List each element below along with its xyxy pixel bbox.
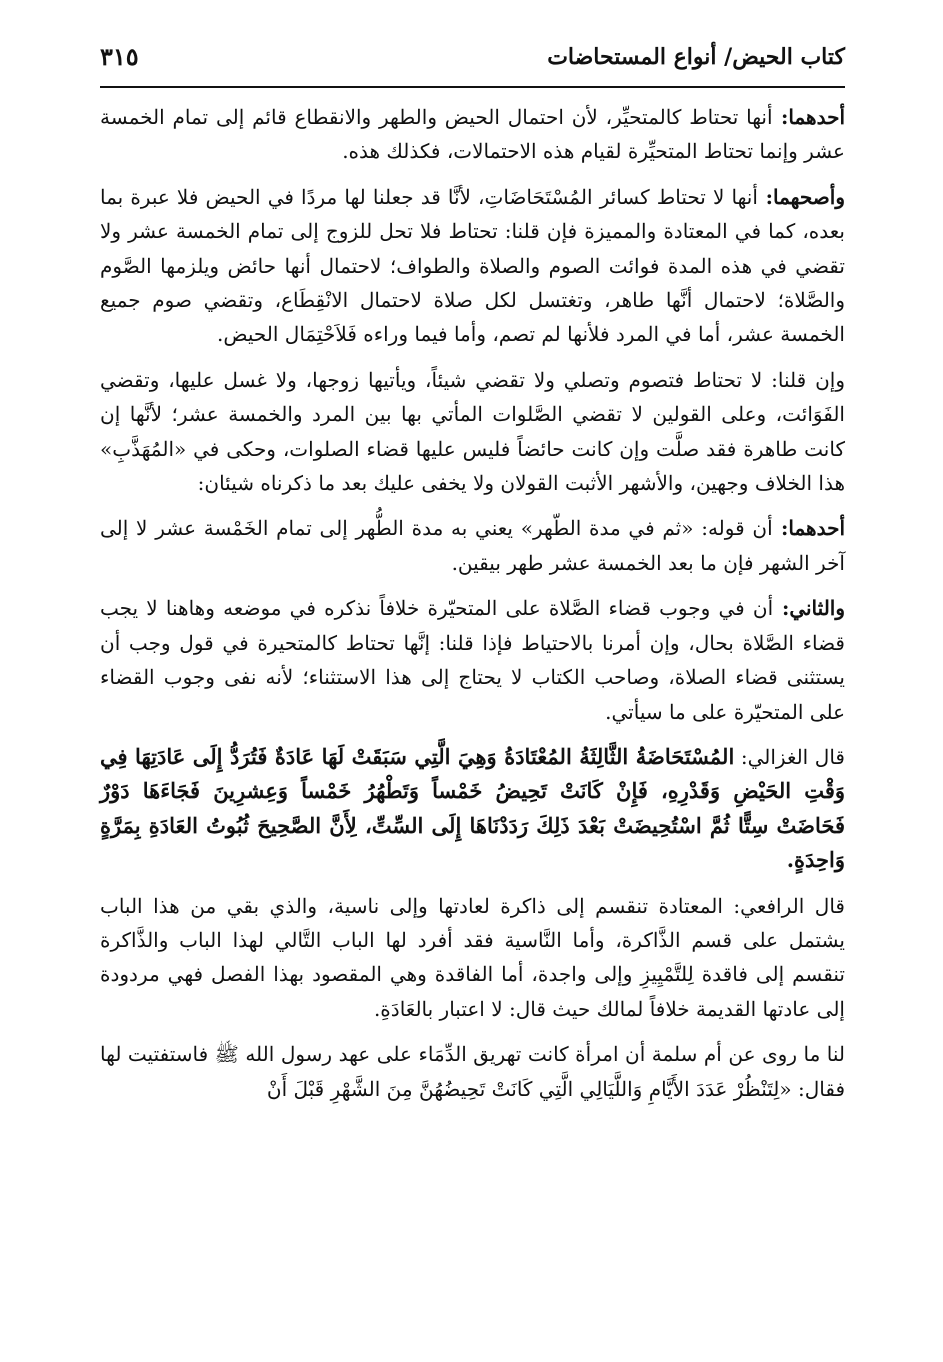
- paragraph-hadith: [100, 1037, 845, 1106]
- page-number: ٣١٥: [100, 42, 139, 71]
- paragraph-lead: والثاني:: [773, 596, 845, 621]
- paragraph-lead: أحدهما:: [772, 516, 845, 541]
- running-title: كتاب الحيض/ أنواع المستحاضات: [547, 44, 845, 70]
- paragraph-lead: وأصحهما:: [757, 184, 845, 209]
- paragraph-text: أنها تحتاط كالمتحيِّر، لأن احتمال الحيض والطهر والانقطاع قائم إلى تمام الخمسة عشر وإنما تحتاط المتحيِّرة لقيام هذه الاحتمالات، فكذلك هذه.: [100, 105, 845, 164]
- paragraph-text: أنها لا تحتاط كسائر المُسْتَحَاضَاتِ، لأنَّا قد جعلنا لها مردًا في الحيض فلا عبرة بما بعده، كما في المعتادة والمميزة فإن قلنا: تحتاط فلا تحل للزوج إلى تمام الخمسة عشر ولا تقضي في هذه المدة فوائت الصوم والصلاة والطواف؛ لاحتمال أنها حائض ويلزمها الصَّوم والصَّلاة؛ لاحتمال أنَّها طاهر، وتغتسل لكل صلاة لاحتمال الانْقِطَاع، وتقضي صوم جميع الخمسة عشر، أما في المرد فلأنها لم تصم، وأما فيما وراءه فَلاَحْتِمَال الحيض.: [100, 184, 845, 347]
- page-body: [100, 100, 845, 1117]
- paragraph-ghazali-quote: [100, 740, 845, 878]
- paragraph-text: قال الرافعي: المعتادة تنقسم إلى ذاكرة لعادتها وإلى ناسية، والذي بقي من هذا الباب يشتمل على قسم الذَّاكرة، وأما النَّاسية فقد أفرد لها الباب التَّالي لهذا الباب والذَّاكرة تنقسم إلى فاقدة لِلتَّمْيِيزِ وإلى واجدة، أما الفاقدة وهي المقصود بهذا الفصل فهي مردودة إلى عادتها القديمة خلافاً لمالك حيث قال: لا اعتبار بالعَادَةِ.: [100, 893, 845, 1021]
- paragraph-4: [100, 511, 845, 580]
- paragraph-text: وإن قلنا: لا تحتاط فتصوم وتصلي ولا تقضي شيئاً، ويأتيها زوجها، ولا غسل عليها، وتقضي الفَوَائت، وعلى القولين لا تقضي الصَّلوات المأتي بها بين المرد والخمسة عشر؛ لأنَّها إن كانت طاهرة فقد صلَّت وإن كانت حائضاً فليس عليها قضاء الصلوات، وحكى في «المُهَذَّبِ» هذا الخلاف وجهين، والأشهر الأثبت القولان ولا يخفى عليك بعد ما ذكرناه شيئان:: [100, 367, 845, 496]
- paragraph-lead: قال الغزالي:: [734, 744, 845, 769]
- paragraph-text: أن في وجوب قضاء الصَّلاة على المتحيّرة خلافاً نذكره في موضعه وهاهنا لا يجب قضاء الصَّلاة بحال، وإن أمرنا بالاحتياط فإذا قلنا: إنَّها تحتاط كالمتحيرة في قول وجب أن يستثنى قضاء الصلاة، وصاحب الكتاب لا يحتاج إلى هذا الاستثناء؛ لأنه نفى وجوب القضاء على المتحيّرة على ما سيأتي.: [100, 596, 845, 724]
- page-header: [100, 38, 845, 82]
- paragraph-text: لنا ما روى عن أم سلمة أن امرأة كانت تهريق الدِّمَاء على عهد رسول الله ﷺ فاستفتيت لها فقال: «لِتَنْظُرْ عَدَدَ الأَيَّامِ وَاللَّيَالِي الَّتِي كَانَتْ تَحِيضُهُنَّ مِنَ الشَّهْرِ قَبْلَ أَنْ: [100, 1042, 846, 1101]
- quoted-text: المُسْتَحَاضَةُ الثَّالِثَةُ المُعْتَادَةُ وَهِيَ الَّتِي سَبَقَتْ لَهَا عَادَةٌ فَتُرَدُّ إِلَى عَادَتِهَا فِي وَقْتِ الحَيْضِ وَقَدْرِهِ، فَإِنْ كَانَتْ تَحِيضُ خَمْساً وَتَطْهُرُ خَمْساً وَعِشرِينَ فَجَاءَهَا دَوْرٌ فَحَاضَتْ سِتًّا ثُمَّ اسْتُحِيضَتْ بَعْدَ ذَلِكَ رَدَدْنَاهَا إِلَى السِّتِّ، لِأَنَّ الصَّحِيحَ ثُبُوتُ العَادَةِ بِمَرَّةٍ وَاحِدَةٍ.: [100, 743, 845, 873]
- paragraph-lead: أحدهما:: [772, 105, 845, 129]
- header-rule: [100, 86, 845, 88]
- paragraph-3: [100, 363, 845, 501]
- paragraph-2: [100, 180, 845, 352]
- paragraph-rafii: [100, 889, 845, 1027]
- paragraph-1: [100, 100, 845, 169]
- paragraph-text: أن قوله: «ثم في مدة الطّهر» يعني به مدة الطُّهر إلى تمام الخَمْسة عشر لا إلى آخر الشهر فإن ما بعد الخمسة عشر طهر بيقين.: [100, 516, 845, 575]
- paragraph-5: [100, 591, 845, 729]
